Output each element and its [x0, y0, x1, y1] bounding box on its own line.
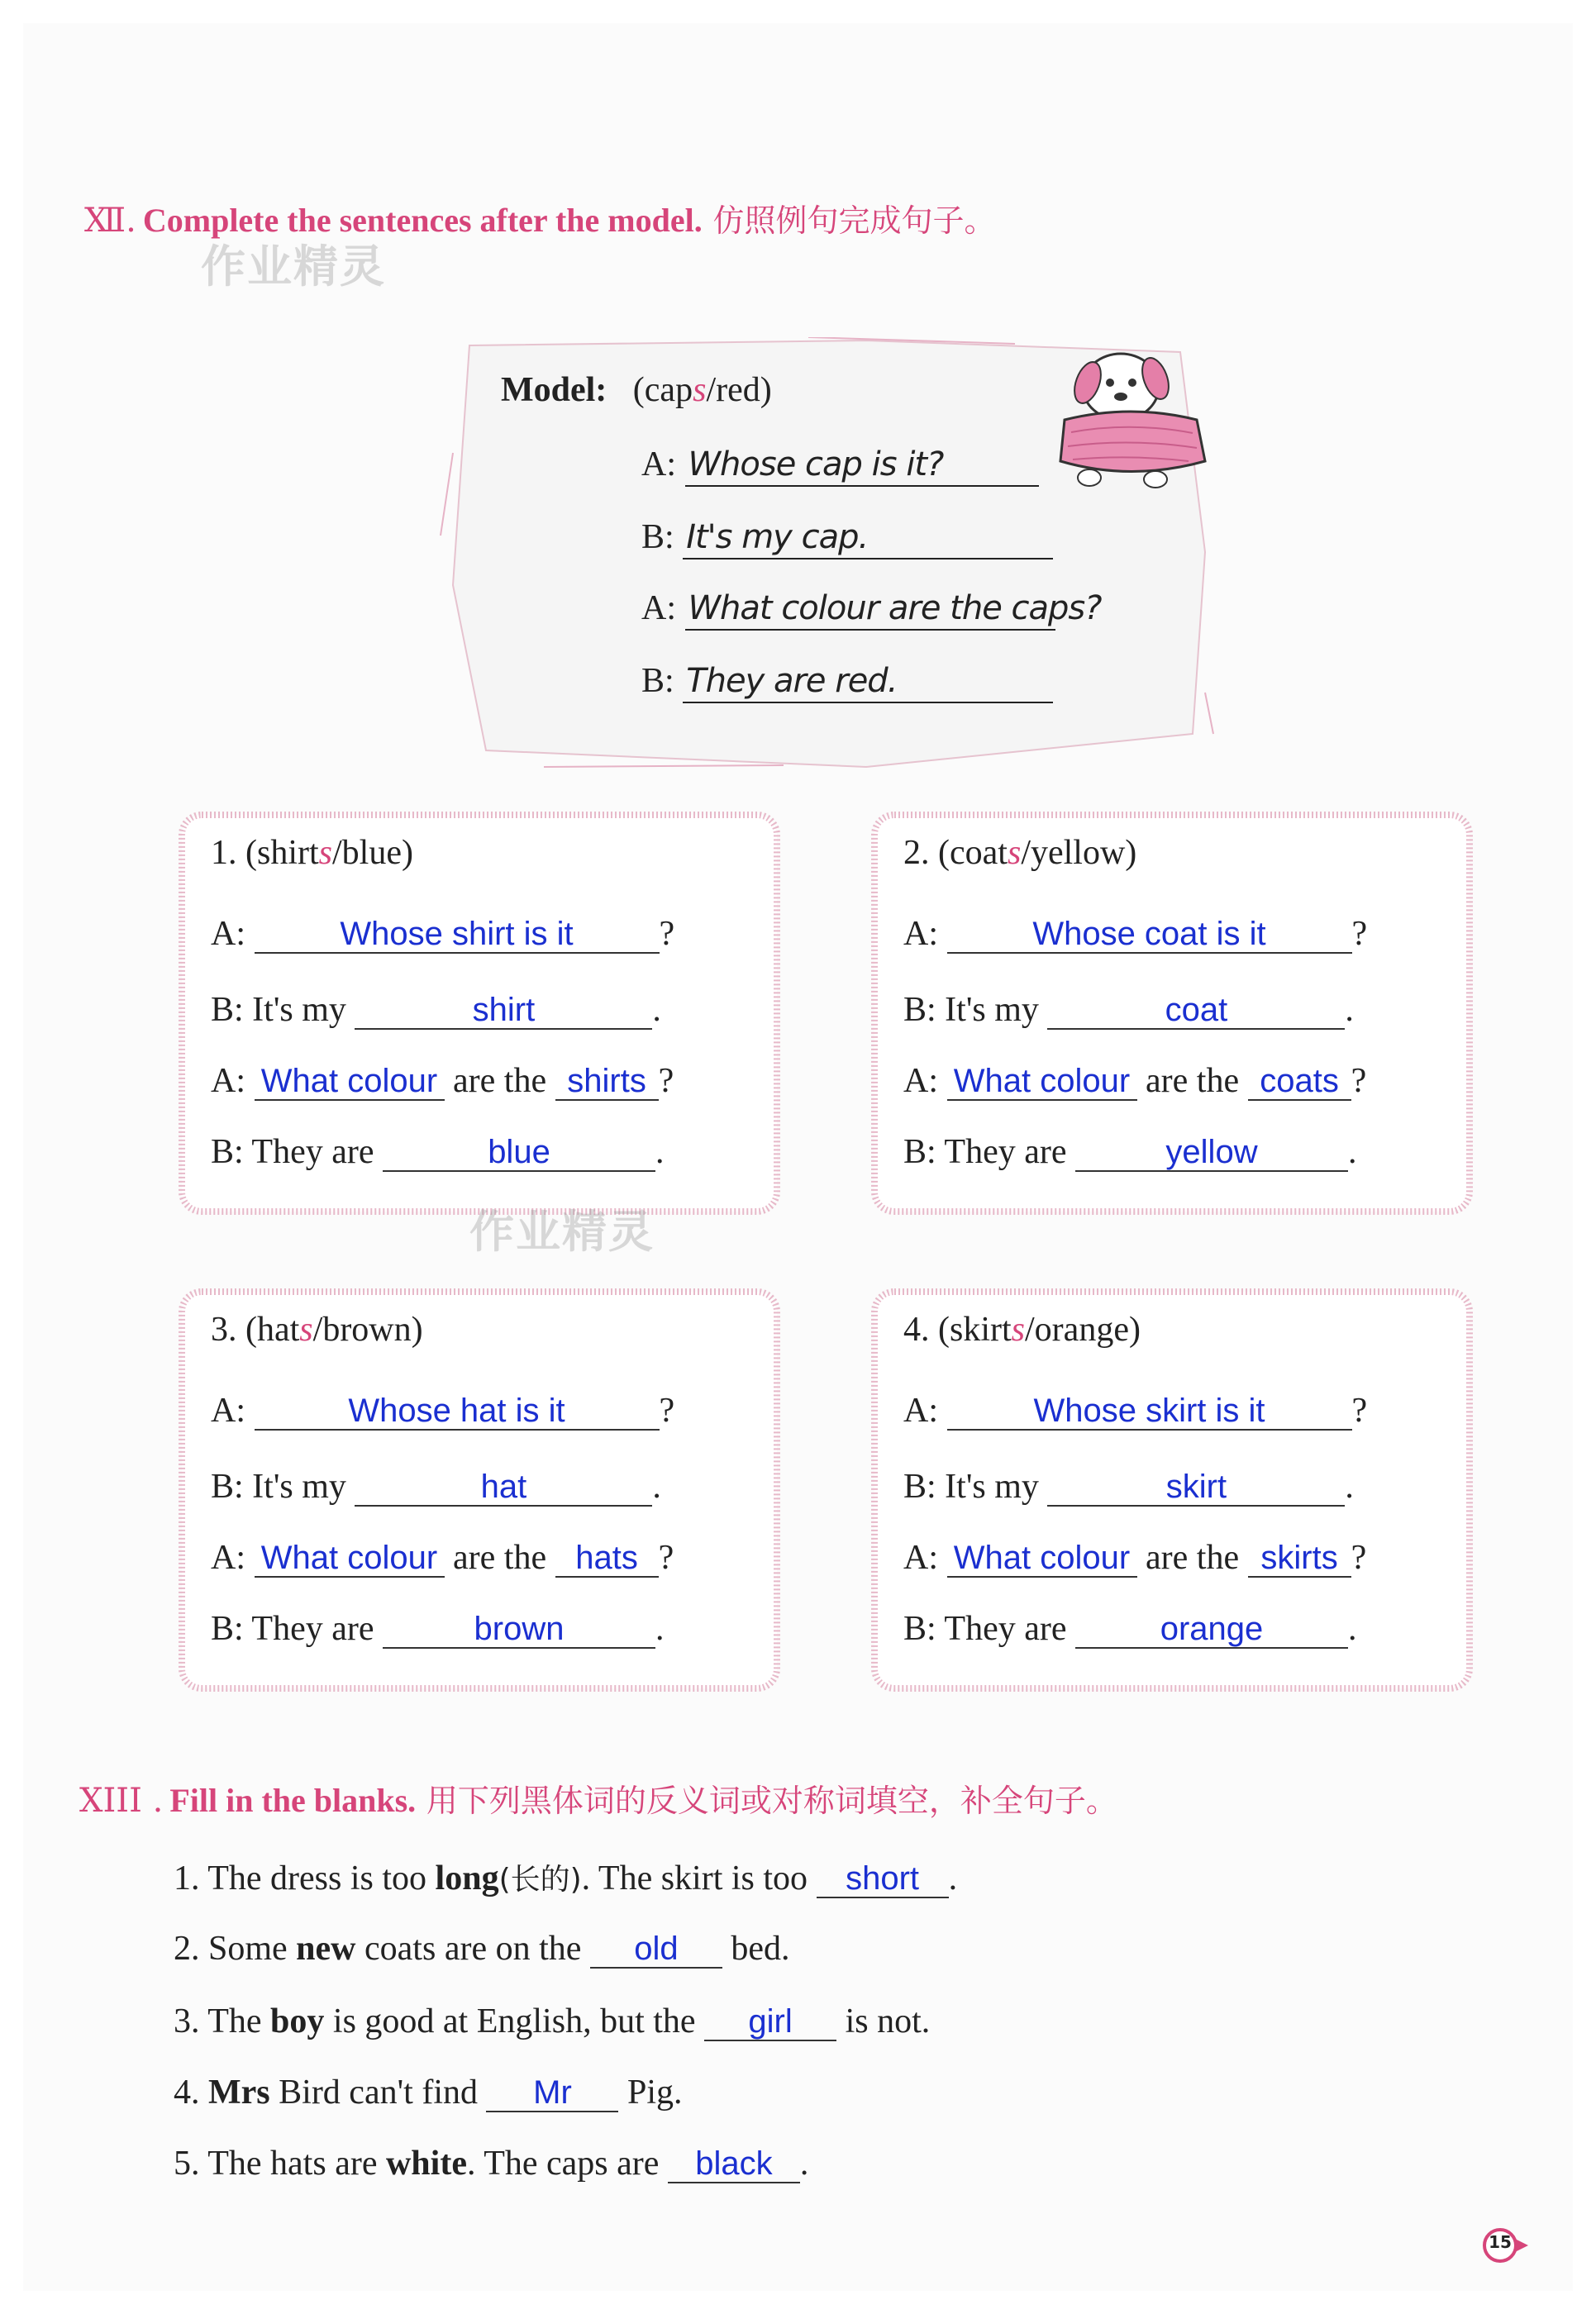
fill-text: bed.	[722, 1930, 790, 1968]
fill-bold-word: white	[385, 2145, 467, 2183]
page-number-badge	[1482, 2226, 1518, 2262]
line-suffix: ?	[1351, 1392, 1368, 1430]
section-12-title-cn: 仿照例句完成句子。	[712, 202, 996, 239]
box-line-b1	[211, 990, 661, 1030]
line-suffix: ?	[658, 1062, 674, 1100]
answer-blank[interactable]: blue	[383, 1134, 655, 1172]
box-cue	[903, 1310, 1141, 1350]
line-prefix: A:	[903, 915, 938, 953]
watermark: 作业精灵	[469, 1206, 655, 1258]
line-prefix: B: They are	[211, 1610, 374, 1648]
exercise-box-1	[165, 798, 793, 1228]
line-suffix: .	[655, 1133, 665, 1171]
model-line-4	[641, 661, 1053, 703]
line-suffix: ?	[658, 1539, 674, 1577]
line-prefix: B: It's my	[211, 1468, 346, 1506]
answer-blank[interactable]: hats	[555, 1540, 659, 1578]
workbook-page	[23, 23, 1573, 2291]
answer-blank[interactable]: Whose coat is it	[947, 916, 1352, 954]
section-13-number: XIII .	[79, 1782, 164, 1820]
line-prefix: A:	[903, 1392, 938, 1430]
fill-text: 4.	[174, 2074, 208, 2112]
cue-text: /brown)	[312, 1311, 423, 1349]
section-12-title-en: Complete the sentences after the model.	[142, 202, 703, 239]
fill-item-4	[174, 2073, 683, 2112]
section-13-title	[79, 1775, 1117, 1821]
cue-s: s	[318, 834, 333, 872]
line-mid: are the	[1146, 1539, 1240, 1577]
fill-item-5	[174, 2144, 808, 2183]
answer-blank[interactable]: orange	[1075, 1611, 1348, 1649]
cue-text: /yellow)	[1021, 834, 1137, 872]
line-suffix: ?	[659, 915, 675, 953]
model-line-3	[641, 588, 1102, 631]
watermark: 作业精灵	[201, 240, 386, 293]
answer-blank[interactable]: What colour	[947, 1540, 1137, 1578]
model-card	[436, 337, 1230, 783]
dog-sign-illustration	[1040, 337, 1230, 527]
answer-blank[interactable]: yellow	[1075, 1134, 1348, 1172]
model-handwriting: They are red.	[683, 662, 1053, 703]
answer-blank[interactable]: black	[668, 2145, 800, 2183]
answer-blank[interactable]: girl	[704, 2003, 836, 2041]
box-line-a1	[903, 914, 1367, 954]
line-suffix: ?	[659, 1392, 675, 1430]
model-speaker: B:	[641, 518, 674, 556]
line-suffix: ?	[1351, 1539, 1367, 1577]
fill-item-1	[174, 1856, 957, 1898]
fill-bold-word: new	[296, 1930, 356, 1968]
line-prefix: B: They are	[903, 1133, 1067, 1171]
cue-s: s	[1011, 1311, 1026, 1349]
fill-text: 2. Some	[174, 1930, 297, 1968]
answer-blank[interactable]: hat	[355, 1469, 652, 1507]
box-cue	[211, 833, 413, 873]
model-cue-post: /red)	[706, 371, 772, 409]
box-line-b2	[211, 1609, 665, 1649]
cue-s: s	[299, 1311, 313, 1349]
model-handwriting: It's my cap.	[683, 518, 1053, 559]
line-prefix: A:	[903, 1539, 938, 1577]
line-prefix: A:	[903, 1062, 938, 1100]
exercise-box-3	[165, 1275, 793, 1705]
cue-text: /blue)	[332, 834, 413, 872]
fill-text: Bird can't find	[269, 2074, 487, 2112]
box-line-a1	[903, 1391, 1367, 1431]
box-line-b1	[211, 1467, 661, 1507]
fill-bold-word: boy	[270, 2002, 325, 2040]
answer-blank[interactable]: shirts	[555, 1063, 659, 1101]
model-line-2	[641, 517, 1053, 559]
answer-blank[interactable]: skirt	[1047, 1469, 1345, 1507]
line-prefix: B: It's my	[903, 991, 1039, 1029]
box-line-b1	[903, 990, 1354, 1030]
line-suffix: ?	[1351, 1062, 1367, 1100]
answer-blank[interactable]: What colour	[255, 1540, 445, 1578]
exercise-box-4	[858, 1275, 1486, 1705]
box-cue	[903, 833, 1136, 873]
line-prefix: A:	[211, 1392, 245, 1430]
answer-blank[interactable]: short	[817, 1860, 949, 1898]
box-line-b2	[903, 1132, 1357, 1172]
page-number: 15	[1489, 2232, 1512, 2252]
fill-text: 5. The hats are	[174, 2145, 386, 2183]
answer-blank[interactable]: What colour	[255, 1063, 445, 1101]
line-prefix: A:	[211, 915, 245, 953]
answer-blank[interactable]: brown	[383, 1611, 655, 1649]
line-prefix: B: It's my	[903, 1468, 1039, 1506]
section-13-title-en: Fill in the blanks.	[169, 1782, 417, 1819]
box-line-a2	[903, 1061, 1366, 1101]
box-line-a1	[211, 1391, 674, 1431]
answer-blank[interactable]: Mr	[486, 2074, 618, 2112]
line-prefix: B: They are	[903, 1610, 1067, 1648]
answer-blank[interactable]: skirts	[1248, 1540, 1351, 1578]
line-prefix: B: It's my	[211, 991, 346, 1029]
line-mid: are the	[453, 1539, 547, 1577]
fill-text: . The skirt is too	[581, 1859, 817, 1897]
fill-cn-gloss: (长的)	[498, 1863, 582, 1897]
box-line-a2	[211, 1061, 674, 1101]
line-mid: are the	[1146, 1062, 1240, 1100]
cue-text: 3. (hat	[211, 1311, 300, 1349]
box-line-a1	[211, 914, 674, 954]
fill-text: . The caps are	[466, 2145, 668, 2183]
line-suffix: .	[1345, 1468, 1354, 1506]
line-suffix: .	[1348, 1133, 1357, 1171]
fill-bold-word: long	[435, 1859, 499, 1897]
model-speaker: A:	[641, 445, 676, 483]
line-prefix: A:	[211, 1062, 245, 1100]
fill-text: .	[799, 2145, 809, 2183]
model-header	[501, 370, 772, 410]
cue-text: 4. (skirt	[903, 1311, 1012, 1349]
model-speaker: A:	[641, 589, 676, 627]
line-suffix: .	[1348, 1610, 1357, 1648]
answer-blank[interactable]: coats	[1248, 1063, 1351, 1101]
model-cue-pre: (cap	[632, 371, 693, 409]
box-line-b2	[903, 1609, 1357, 1649]
answer-blank[interactable]: Whose skirt is it	[947, 1393, 1352, 1431]
model-handwriting: Whose cap is it?	[685, 445, 1039, 487]
fill-text: 1. The dress is too	[174, 1859, 436, 1897]
fill-text: Pig.	[618, 2074, 683, 2112]
line-prefix: B: They are	[211, 1133, 374, 1171]
fill-text: is good at English, but the	[324, 2002, 705, 2040]
model-handwriting: What colour are the caps?	[685, 589, 1055, 631]
line-suffix: .	[1345, 991, 1354, 1029]
box-line-a2	[211, 1538, 674, 1578]
cue-s: s	[1007, 834, 1022, 872]
answer-blank[interactable]: old	[590, 1931, 722, 1969]
line-mid: are the	[453, 1062, 547, 1100]
cue-text: 2. (coat	[903, 834, 1008, 872]
box-line-a2	[903, 1538, 1366, 1578]
cue-text: 1. (shirt	[211, 834, 319, 872]
model-line-1	[641, 445, 1039, 487]
fill-bold-word: Mrs	[208, 2074, 270, 2112]
fill-text: is not.	[836, 2002, 931, 2040]
answer-blank[interactable]: What colour	[947, 1063, 1137, 1101]
box-line-b2	[211, 1132, 665, 1172]
answer-blank[interactable]: Whose shirt is it	[255, 916, 660, 954]
answer-blank[interactable]: Whose hat is it	[255, 1393, 660, 1431]
fill-item-2	[174, 1929, 790, 1969]
section-12-number: Ⅻ.	[84, 202, 136, 240]
box-cue	[211, 1310, 423, 1350]
exercise-box-2	[858, 798, 1486, 1228]
fill-text: coats are on the	[355, 1930, 590, 1968]
line-suffix: .	[655, 1610, 665, 1648]
model-speaker: B:	[641, 662, 674, 700]
answer-blank[interactable]: shirt	[355, 992, 652, 1030]
box-line-b1	[903, 1467, 1354, 1507]
line-suffix: .	[652, 991, 661, 1029]
answer-blank[interactable]: coat	[1047, 992, 1345, 1030]
model-cue-s: s	[693, 371, 707, 409]
cue-text: /orange)	[1025, 1311, 1141, 1349]
model-label: Model:	[501, 371, 607, 409]
fill-item-3	[174, 2002, 930, 2041]
fill-text: 3. The	[174, 2002, 271, 2040]
line-suffix: .	[652, 1468, 661, 1506]
line-suffix: ?	[1351, 915, 1368, 953]
fill-text: .	[948, 1859, 958, 1897]
section-13-title-cn: 用下列黑体词的反义词或对称词填空，补全句子。	[426, 1783, 1117, 1819]
line-prefix: A:	[211, 1539, 245, 1577]
